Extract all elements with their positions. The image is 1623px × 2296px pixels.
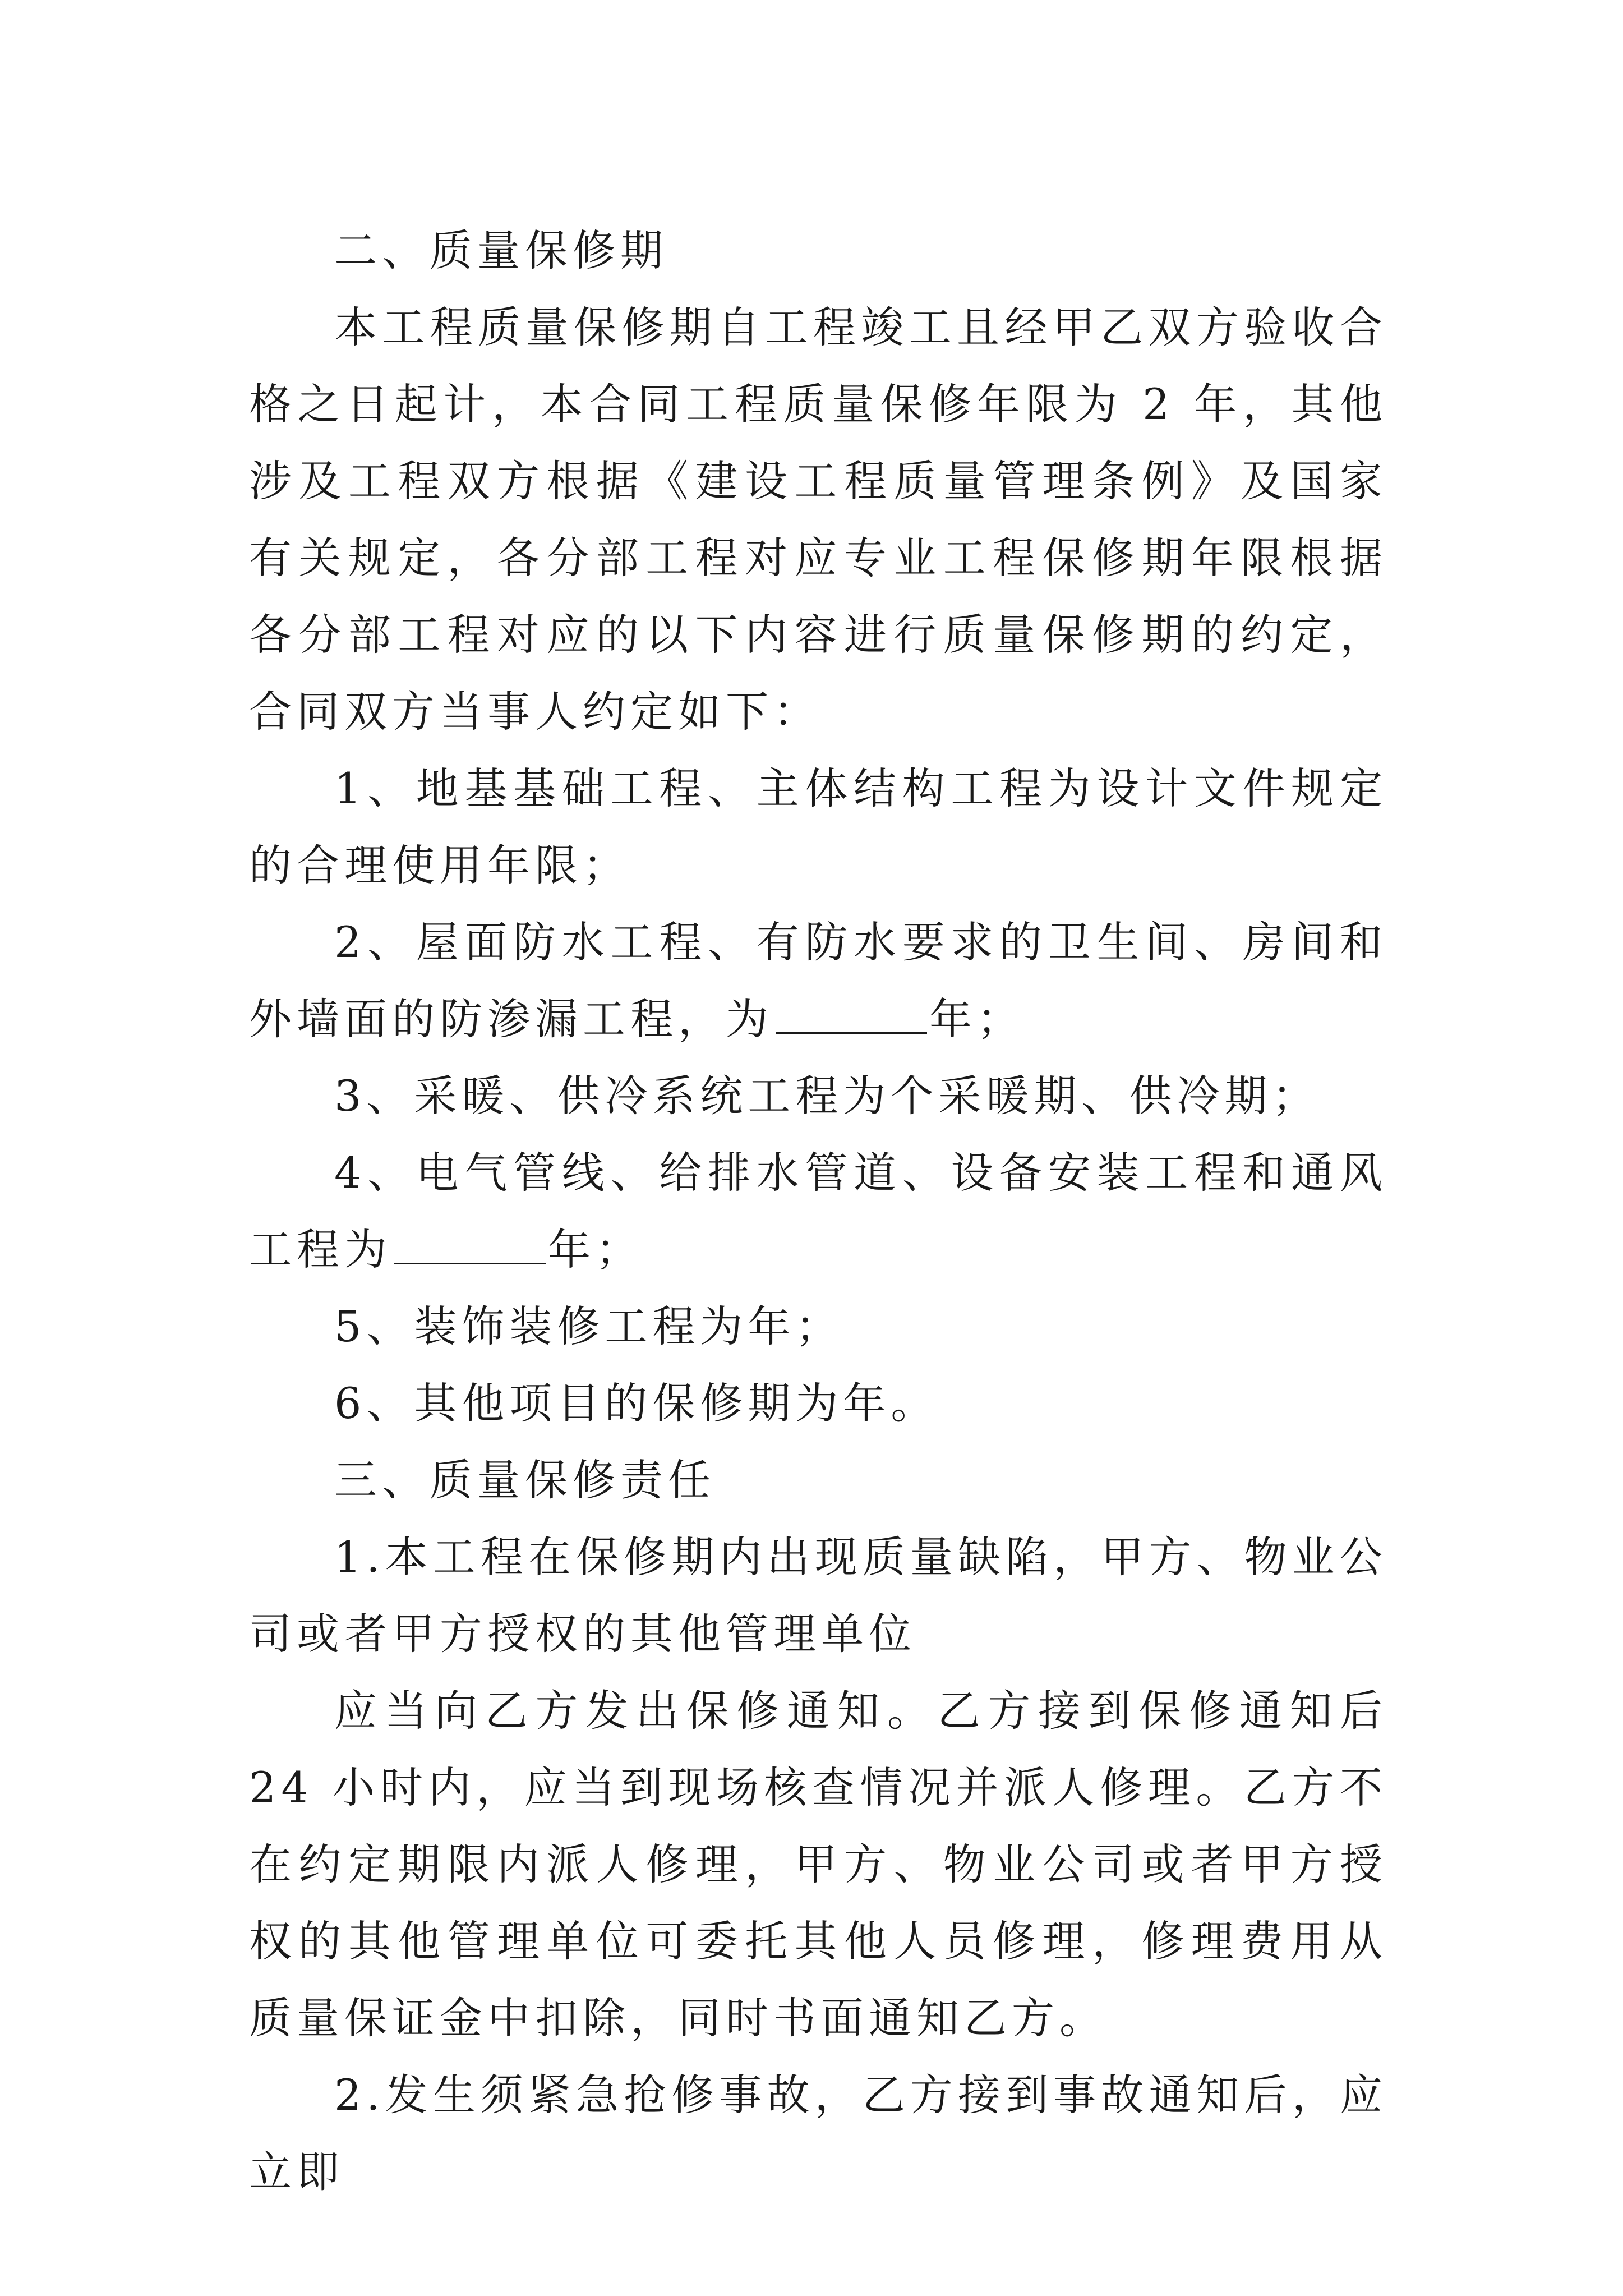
responsibility-paragraph-1: 1.本工程在保修期内出现质量缺陷，甲方、物业公司或者甲方授权的其他管理单位 bbox=[249, 1532, 1387, 1659]
warranty-item-4-suffix: 年； bbox=[548, 1225, 643, 1274]
warranty-item-4-text: 4、电气管线、给排水管道、设备安装工程和通风工程为 bbox=[249, 1148, 1387, 1274]
section-heading-warranty-responsibility: 三、质量保修责任 bbox=[334, 1455, 716, 1505]
responsibility-paragraph-3: 2.发生须紧急抢修事故，乙方接到事故通知后，应立即 bbox=[249, 2070, 1387, 2197]
warranty-item-2 bbox=[249, 904, 1387, 1057]
section-heading-warranty-period: 二、质量保修期 bbox=[334, 226, 668, 275]
fill-in-blank bbox=[776, 997, 927, 1034]
warranty-item-2-text: 2、屋面防水工程、有防水要求的卫生间、房间和外墙面的防渗漏工程，为 bbox=[249, 917, 1387, 1044]
warranty-item-6: 6、其他项目的保修期为年。 bbox=[334, 1378, 939, 1428]
responsibility-paragraph-2: 应当向乙方发出保修通知。乙方接到保修通知后 24 小时内，应当到现场核查情况并派人修理。乙方不在约定期限内派人修理，甲方、物业公司或者甲方授权的其他管理单位可委托其他人员修理，修理费用从质量保证金中扣除，同时书面通知乙方。 bbox=[249, 1686, 1387, 2043]
document-body bbox=[249, 212, 1387, 2210]
warranty-item-3: 3、采暖、供冷系统工程为个采暖期、供冷期； bbox=[334, 1071, 1320, 1121]
warranty-item-4 bbox=[249, 1134, 1387, 1288]
warranty-item-2-suffix: 年； bbox=[929, 994, 1025, 1044]
fill-in-blank bbox=[394, 1228, 546, 1264]
warranty-item-1: 1、地基基础工程、主体结构工程为设计文件规定的合理使用年限； bbox=[249, 763, 1387, 890]
warranty-period-intro: 本工程质量保修期自工程竣工且经甲乙双方验收合格之日起计，本合同工程质量保修年限为 2 年，其他涉及工程双方根据《建设工程质量管理条例》及国家有关规定，各分部工程对应专业工程保修期年限根据各分部工程对应的以下内容进行质量保修期的约定，合同双方当事人约定如下： bbox=[249, 302, 1387, 737]
warranty-item-5: 5、装饰装修工程为年； bbox=[334, 1301, 843, 1351]
